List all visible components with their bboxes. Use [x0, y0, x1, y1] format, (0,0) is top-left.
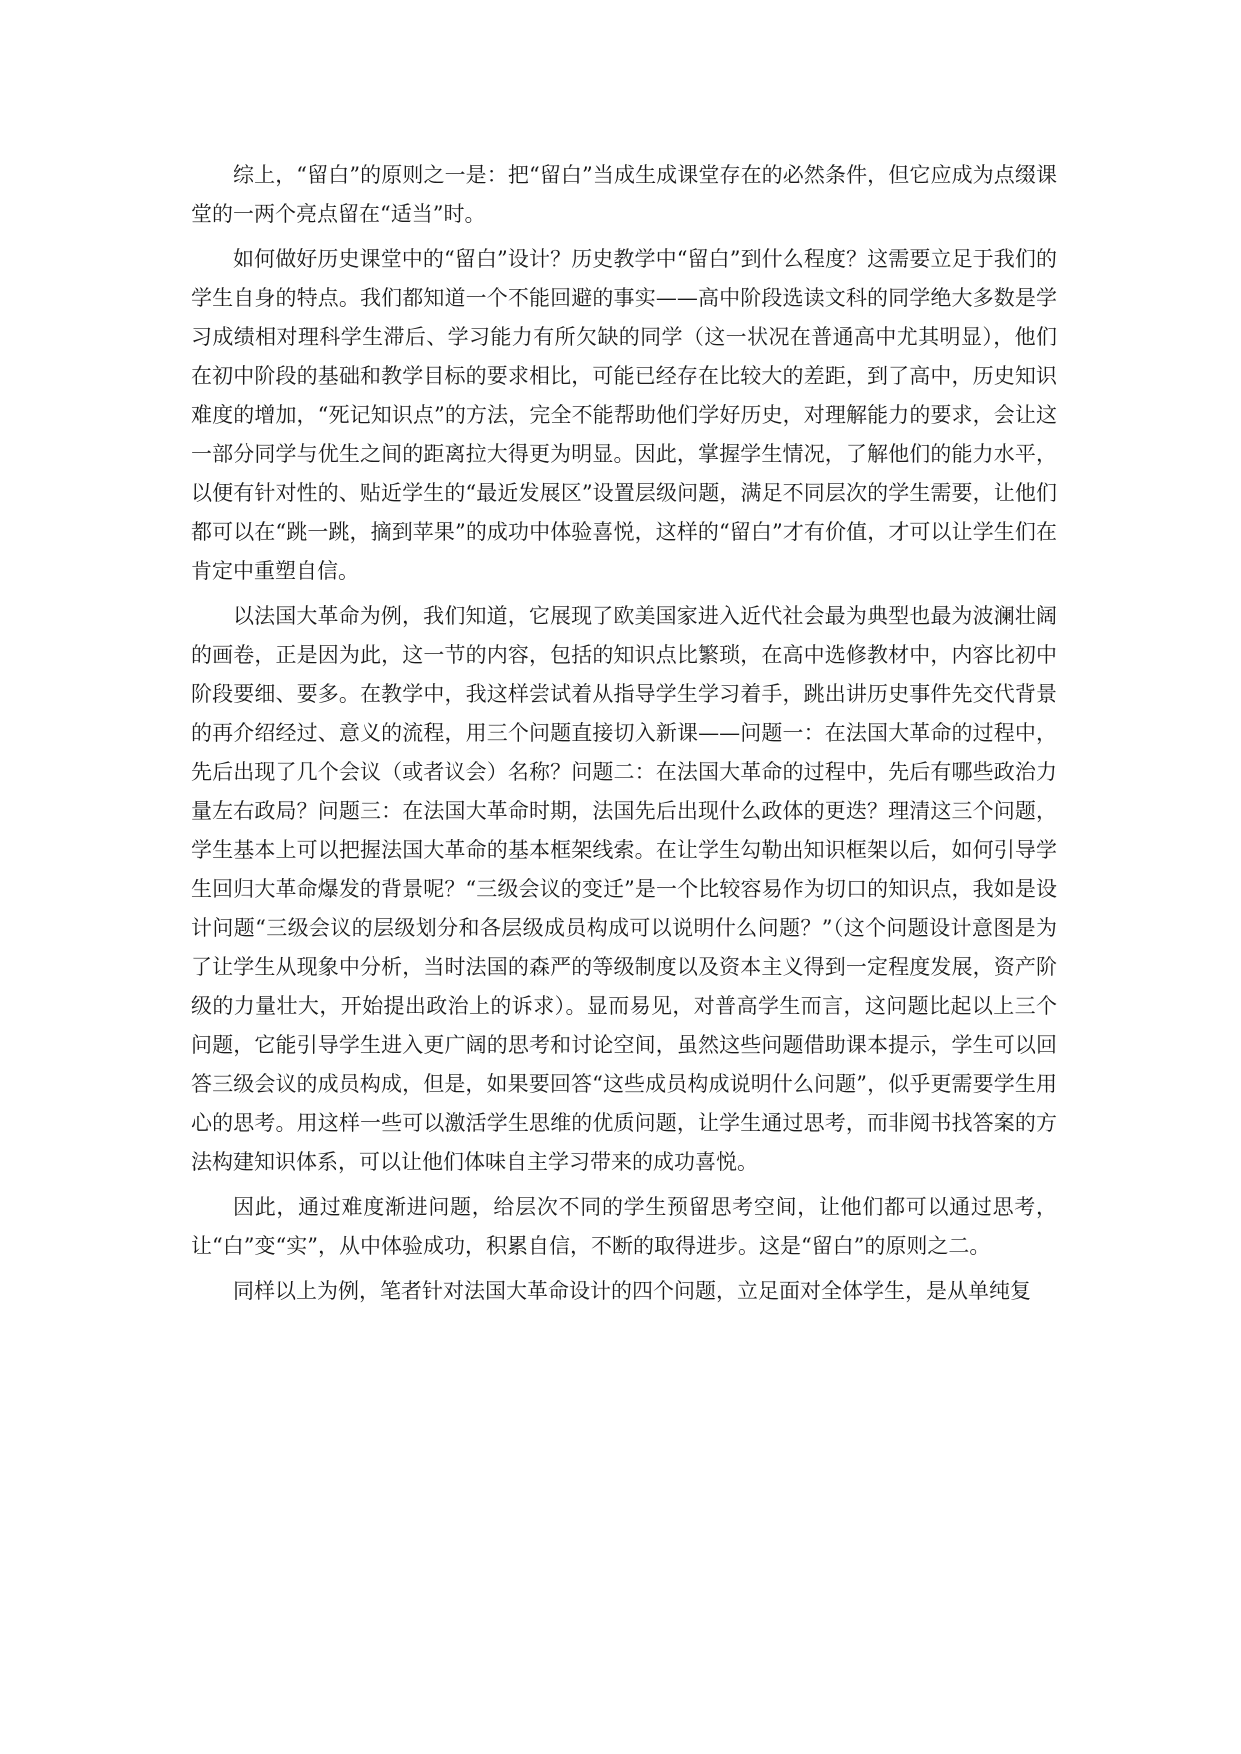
document-body — [191, 156, 1057, 1311]
paragraph-5: 同样以上为例，笔者针对法国大革命设计的四个问题，立足面对全体学生，是从单纯复 — [233, 1279, 1031, 1303]
paragraph-4: 因此，通过难度渐进问题，给层次不同的学生预留思考空间，让他们都可以通过思考，让“白”变“实”，从中体验成功，积累自信，不断的取得进步。这是“留白”的原则之二。 — [191, 1195, 1057, 1258]
paragraph-3: 以法国大革命为例，我们知道，它展现了欧美国家进入近代社会最为典型也最为波澜壮阔的画卷，正是因为此，这一节的内容，包括的知识点比繁琐，在高中选修教材中，内容比初中阶段要细、要多。在教学中，我这样尝试着从指导学生学习着手，跳出讲历史事件先交代背景的再介绍经过、意义的流程，用三个问题直接切入新课——问题一：在法国大革命的过程中，先后出现了几个会议（或者议会）名称？问题二：在法国大革命的过程中，先后有哪些政治力量左右政局？问题三：在法国大革命时期，法国先后出现什么政体的更迭？理清这三个问题，学生基本上可以把握法国大革命的基本框架线索。在让学生勾勒出知识框架以后，如何引导学生回归大革命爆发的背景呢？“三级会议的变迁”是一个比较容易作为切口的知识点，我如是设计问题“三级会议的层级划分和各层级成员构成可以说明什么问题？”（这个问题设计意图是为了让学生从现象中分析，当时法国的森严的等级制度以及资本主义得到一定程度发展，资产阶级的力量壮大，开始提出政治上的诉求）。显而易见，对普高学生而言，这问题比起以上三个问题，它能引导学生进入更广阔的思考和讨论空间，虽然这些问题借助课本提示，学生可以回答三级会议的成员构成，但是，如果要回答“这些成员构成说明什么问题”，似乎更需要学生用心的思考。用这样一些可以激活学生思维的优质问题，让学生通过思考，而非阅书找答案的方法构建知识体系，可以让他们体味自主学习带来的成功喜悦。 — [191, 604, 1057, 1174]
paragraph-1: 综上，“留白”的原则之一是：把“留白”当成生成课堂存在的必然条件，但它应成为点缀课堂的一两个亮点留在“适当”时。 — [191, 163, 1057, 226]
paragraph-2: 如何做好历史课堂中的“留白”设计？历史教学中“留白”到什么程度？这需要立足于我们的学生自身的特点。我们都知道一个不能回避的事实——高中阶段选读文科的同学绝大多数是学习成绩相对理科学生滞后、学习能力有所欠缺的同学（这一状况在普通高中尤其明显），他们在初中阶段的基础和教学目标的要求相比，可能已经存在比较大的差距，到了高中，历史知识难度的增加，“死记知识点”的方法，完全不能帮助他们学好历史，对理解能力的要求，会让这一部分同学与优生之间的距离拉大得更为明显。因此，掌握学生情况，了解他们的能力水平，以便有针对性的、贴近学生的“最近发展区”设置层级问题，满足不同层次的学生需要，让他们都可以在“跳一跳，摘到苹果”的成功中体验喜悦，这样的“留白”才有价值，才可以让学生们在肯定中重塑自信。 — [191, 247, 1057, 583]
